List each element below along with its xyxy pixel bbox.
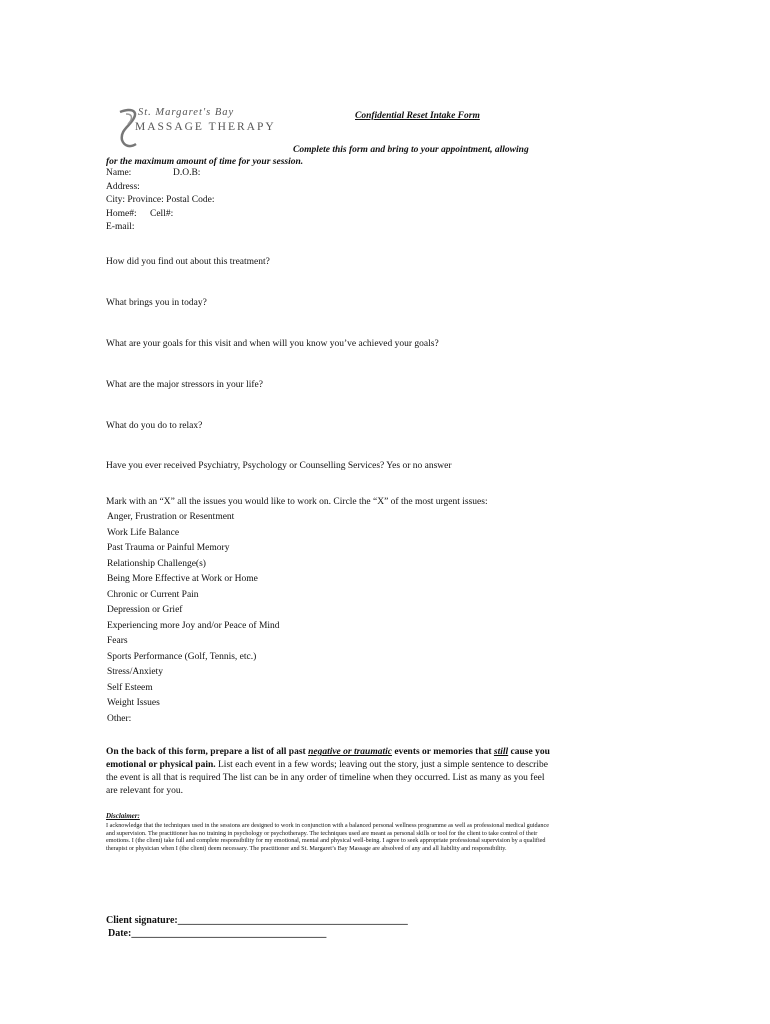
issue-item: Weight Issues	[107, 698, 160, 708]
back-of-form-note	[106, 746, 556, 798]
date-line[interactable]: Date:_______________________________________	[108, 928, 327, 939]
issue-item: Work Life Balance	[107, 527, 180, 538]
issue-item: Self Esteem	[107, 682, 153, 693]
client-signature-line[interactable]: Client signature:______________________________________________	[106, 915, 408, 926]
name-label: Name:	[106, 168, 132, 178]
question-stressors: What are the major stressors in your life?	[106, 380, 263, 390]
question-relax: What do you do to relax?	[106, 421, 203, 431]
logo-script-text: St. Margaret's Bay	[138, 107, 235, 118]
issue-item: Past Trauma or Painful Memory	[107, 543, 230, 553]
disclaimer-text: I acknowledge that the techniques used in the sessions are designed to work in conjunction with a balanced personal wellness programme as well as professional medical guidance and supervision. The practitioner has no training in psychology or psychotherapy. The techniques used are meant as personal skills or tool for the client to take control of their emotions. I (the client) take full and complete responsibility for my emotional, mental and physical well-being. I agree to seek appropriate professional supervision by a qualified therapist or physician when I (the client) deem necessary. The practitioner and St. Margaret’s Bay Massage are absolved of any and all liability and responsibility.	[106, 822, 549, 852]
question-how-found: How did you find out about this treatment?	[106, 257, 270, 267]
instructions-line-2: for the maximum amount of time for your session.	[106, 157, 304, 167]
note-bold-c: cause you emotional or physical pain.	[106, 747, 550, 770]
form-title: Confidential Reset Intake Form	[355, 111, 480, 121]
note-rest: List each event in a few words; leaving out the story, just a simple sentence to describe the event is all that is required The list can be in any order of timeline when they occurred. List as many as you feel are relevant for you.	[106, 760, 548, 796]
note-emphasis-still: still	[493, 747, 509, 757]
note-emphasis: negative or traumatic	[308, 747, 392, 757]
issue-item: Being More Effective at Work or Home	[107, 574, 258, 584]
issue-item: Fears	[107, 636, 128, 646]
issue-item: Anger, Frustration or Resentment	[107, 512, 235, 522]
cell-phone-label: Cell#:	[150, 209, 174, 219]
instructions-line-1: Complete this form and bring to your appointment, allowing	[293, 145, 529, 155]
logo-brand-text: MASSAGE THERAPY	[135, 121, 276, 133]
city-province-postal-label: City: Province: Postal Code:	[106, 195, 215, 205]
dob-label: D.O.B:	[173, 168, 201, 178]
issue-item: Sports Performance (Golf, Tennis, etc.)	[107, 651, 257, 662]
issues-list	[107, 510, 280, 727]
issue-item: Depression or Grief	[107, 605, 183, 615]
home-phone-label: Home#:	[106, 209, 137, 219]
issue-item: Stress/Anxiety	[107, 667, 163, 677]
issue-item: Experiencing more Joy and/or Peace of Mind	[107, 620, 280, 631]
email-label: E-mail:	[106, 222, 135, 232]
company-logo	[116, 106, 300, 152]
issue-item: Relationship Challenge(s)	[107, 558, 206, 569]
note-bold-b: events or memories that	[391, 747, 494, 757]
issue-item: Other:	[107, 713, 132, 724]
address-label: Address:	[106, 182, 140, 192]
issue-item: Chronic or Current Pain	[107, 589, 199, 600]
disclaimer-heading: Disclaimer:	[106, 812, 140, 820]
issues-intro: Mark with an “X” all the issues you would like to work on. Circle the “X” of the most urgent issues:	[106, 497, 488, 507]
note-bold-a: On the back of this form, prepare a list of all past	[106, 747, 309, 757]
question-counselling: Have you ever received Psychiatry, Psychology or Counselling Services? Yes or no answer	[106, 461, 452, 471]
question-what-brings: What brings you in today?	[106, 298, 207, 308]
question-goals: What are your goals for this visit and when will you know you’ve achieved your goals?	[106, 339, 439, 349]
